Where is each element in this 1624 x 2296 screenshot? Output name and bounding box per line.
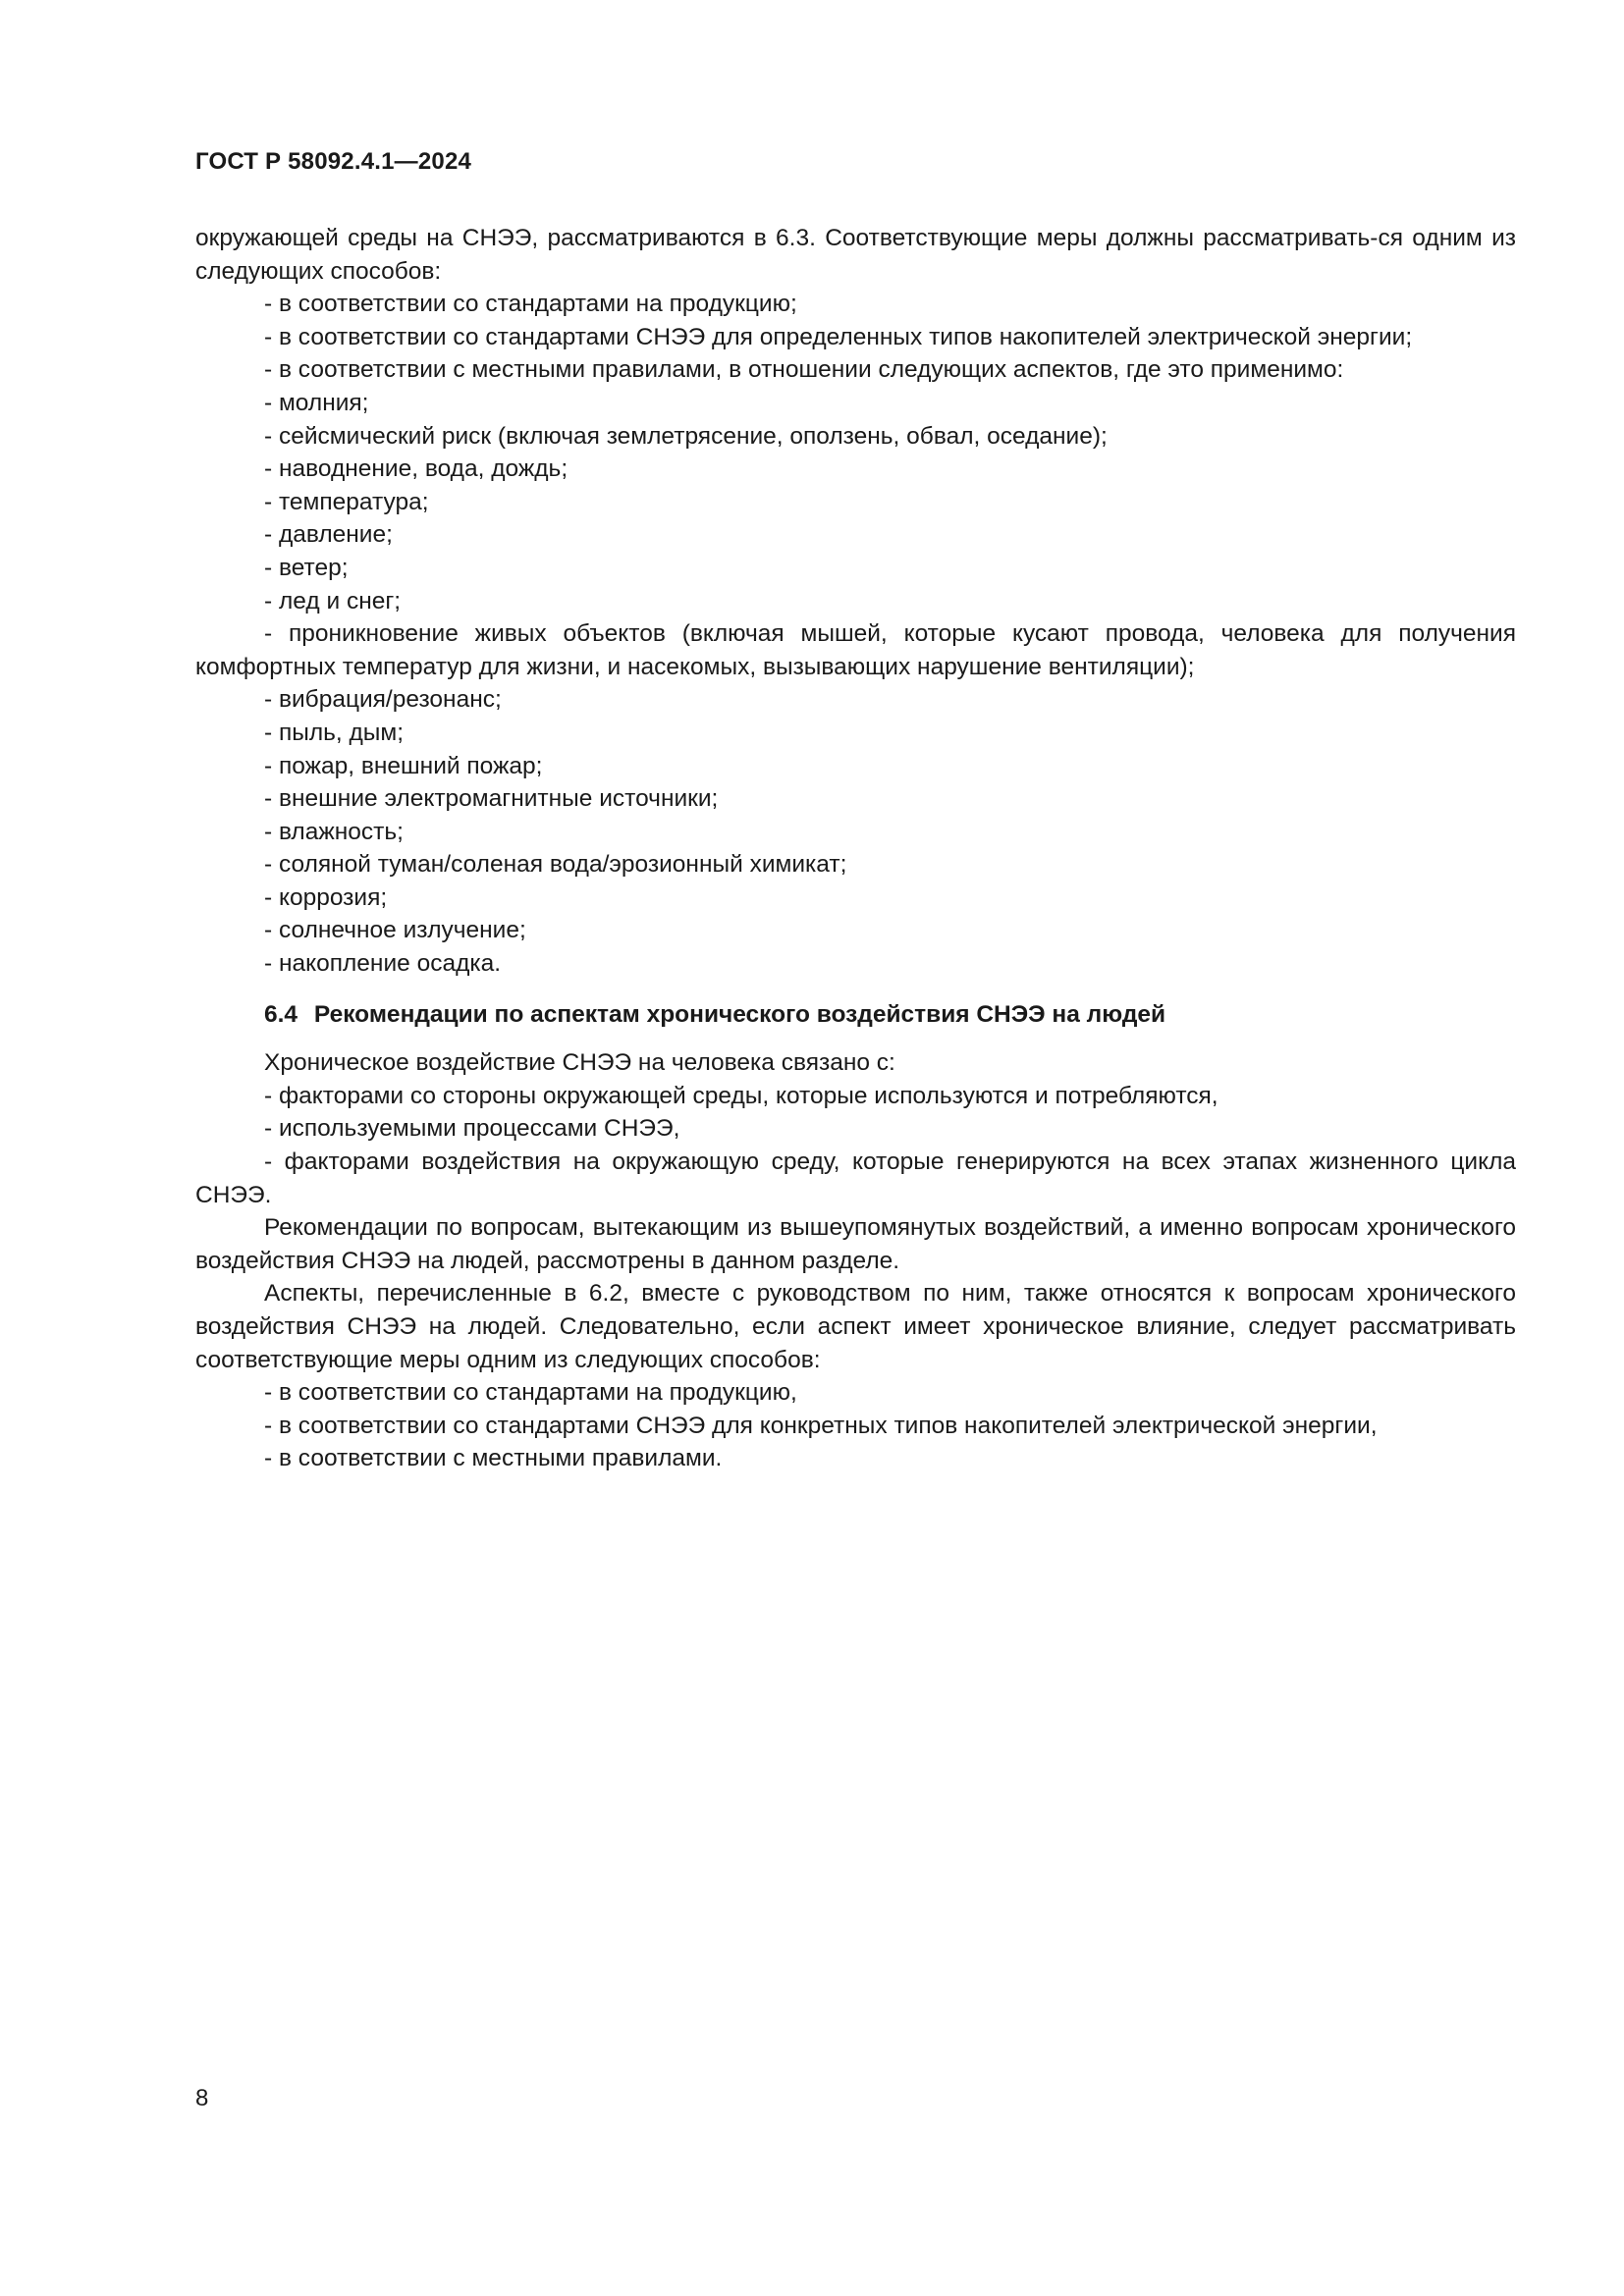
list-item: - используемыми процессами СНЭЭ,: [264, 1115, 680, 1143]
document-body: [195, 222, 1516, 1475]
list-item: - в соответствии со стандартами СНЭЭ для определенных типов накопителей электрической энергии;: [264, 323, 1413, 350]
list-item: - наводнение, вода, дождь;: [264, 455, 568, 483]
list-item: - коррозия;: [264, 883, 388, 911]
impact-factors-list: [195, 1080, 1516, 1211]
list-item: - лед и снег;: [264, 587, 402, 614]
list-item: - в соответствии с местными правилами.: [264, 1445, 723, 1472]
list-item: - вибрация/резонанс;: [264, 686, 502, 714]
list-item: - факторами воздействия на окружающую среду, которые генерируются на всех этапах жизненного цикла СНЭЭ.: [195, 1148, 1516, 1208]
page-number: 8: [195, 2085, 209, 2111]
intro-continuation: окружающей среды на СНЭЭ, рассматриваются в 6.3. Соответствующие меры должны рассматривать-ся одним из следующих способов:: [195, 225, 1516, 285]
list-item: - в соответствии с местными правилами, в отношении следующих аспектов, где это применимо:: [264, 356, 1344, 384]
list-item: - температура;: [264, 488, 429, 515]
paragraph: Аспекты, перечисленные в 6.2, вместе с руководством по ним, также относятся к вопросам хронического воздействия СНЭЭ на людей. Следовательно, если аспект имеет хроническое влияние, следует рассматривать соответствующие меры одним из следующих способов:: [195, 1280, 1516, 1373]
paragraph: Рекомендации по вопросам, вытекающим из вышеупомянутых воздействий, а именно вопросам хронического воздействия СНЭЭ на людей, рассмотрены в данном разделе.: [195, 1214, 1516, 1274]
list-item: - внешние электромагнитные источники;: [264, 785, 719, 813]
document-header: ГОСТ Р 58092.4.1—2024: [195, 148, 472, 175]
list-item: - влажность;: [264, 818, 404, 845]
measures-list: [195, 1376, 1516, 1475]
list-item: - в соответствии со стандартами СНЭЭ для конкретных типов накопителей электрической энергии,: [264, 1412, 1378, 1439]
list-item: - в соответствии со стандартами на продукцию,: [264, 1379, 797, 1407]
section-title: Рекомендации по аспектам хронического воздействия СНЭЭ на людей: [313, 1000, 1166, 1028]
section-lead: Хроническое воздействие СНЭЭ на человека связано с:: [264, 1049, 895, 1077]
list-item: - сейсмический риск (включая землетрясение, оползень, обвал, оседание);: [264, 422, 1108, 450]
list-item: - в соответствии со стандартами на продукцию;: [264, 291, 797, 318]
list-item: - факторами со стороны окружающей среды, которые используются и потребляются,: [264, 1082, 1218, 1109]
list-item: - проникновение живых объектов (включая мышей, которые кусают провода, человека для получения комфортных температур для жизни, и насекомых, вызывающих нарушение вентиляции);: [195, 620, 1516, 680]
list-item: - солнечное излучение;: [264, 917, 526, 944]
list-item: - пожар, внешний пожар;: [264, 752, 543, 779]
list-item: - пыль, дым;: [264, 719, 405, 746]
list-item: - молния;: [264, 389, 369, 416]
list-item: - давление;: [264, 521, 393, 549]
list-item: - ветер;: [264, 554, 349, 581]
list-item: - соляной туман/соленая вода/эрозионный химикат;: [264, 851, 847, 879]
aspects-list: [195, 288, 1516, 980]
section-number: 6.4: [264, 1000, 298, 1028]
list-item: - накопление осадка.: [264, 950, 502, 978]
section-heading: [195, 998, 1516, 1032]
